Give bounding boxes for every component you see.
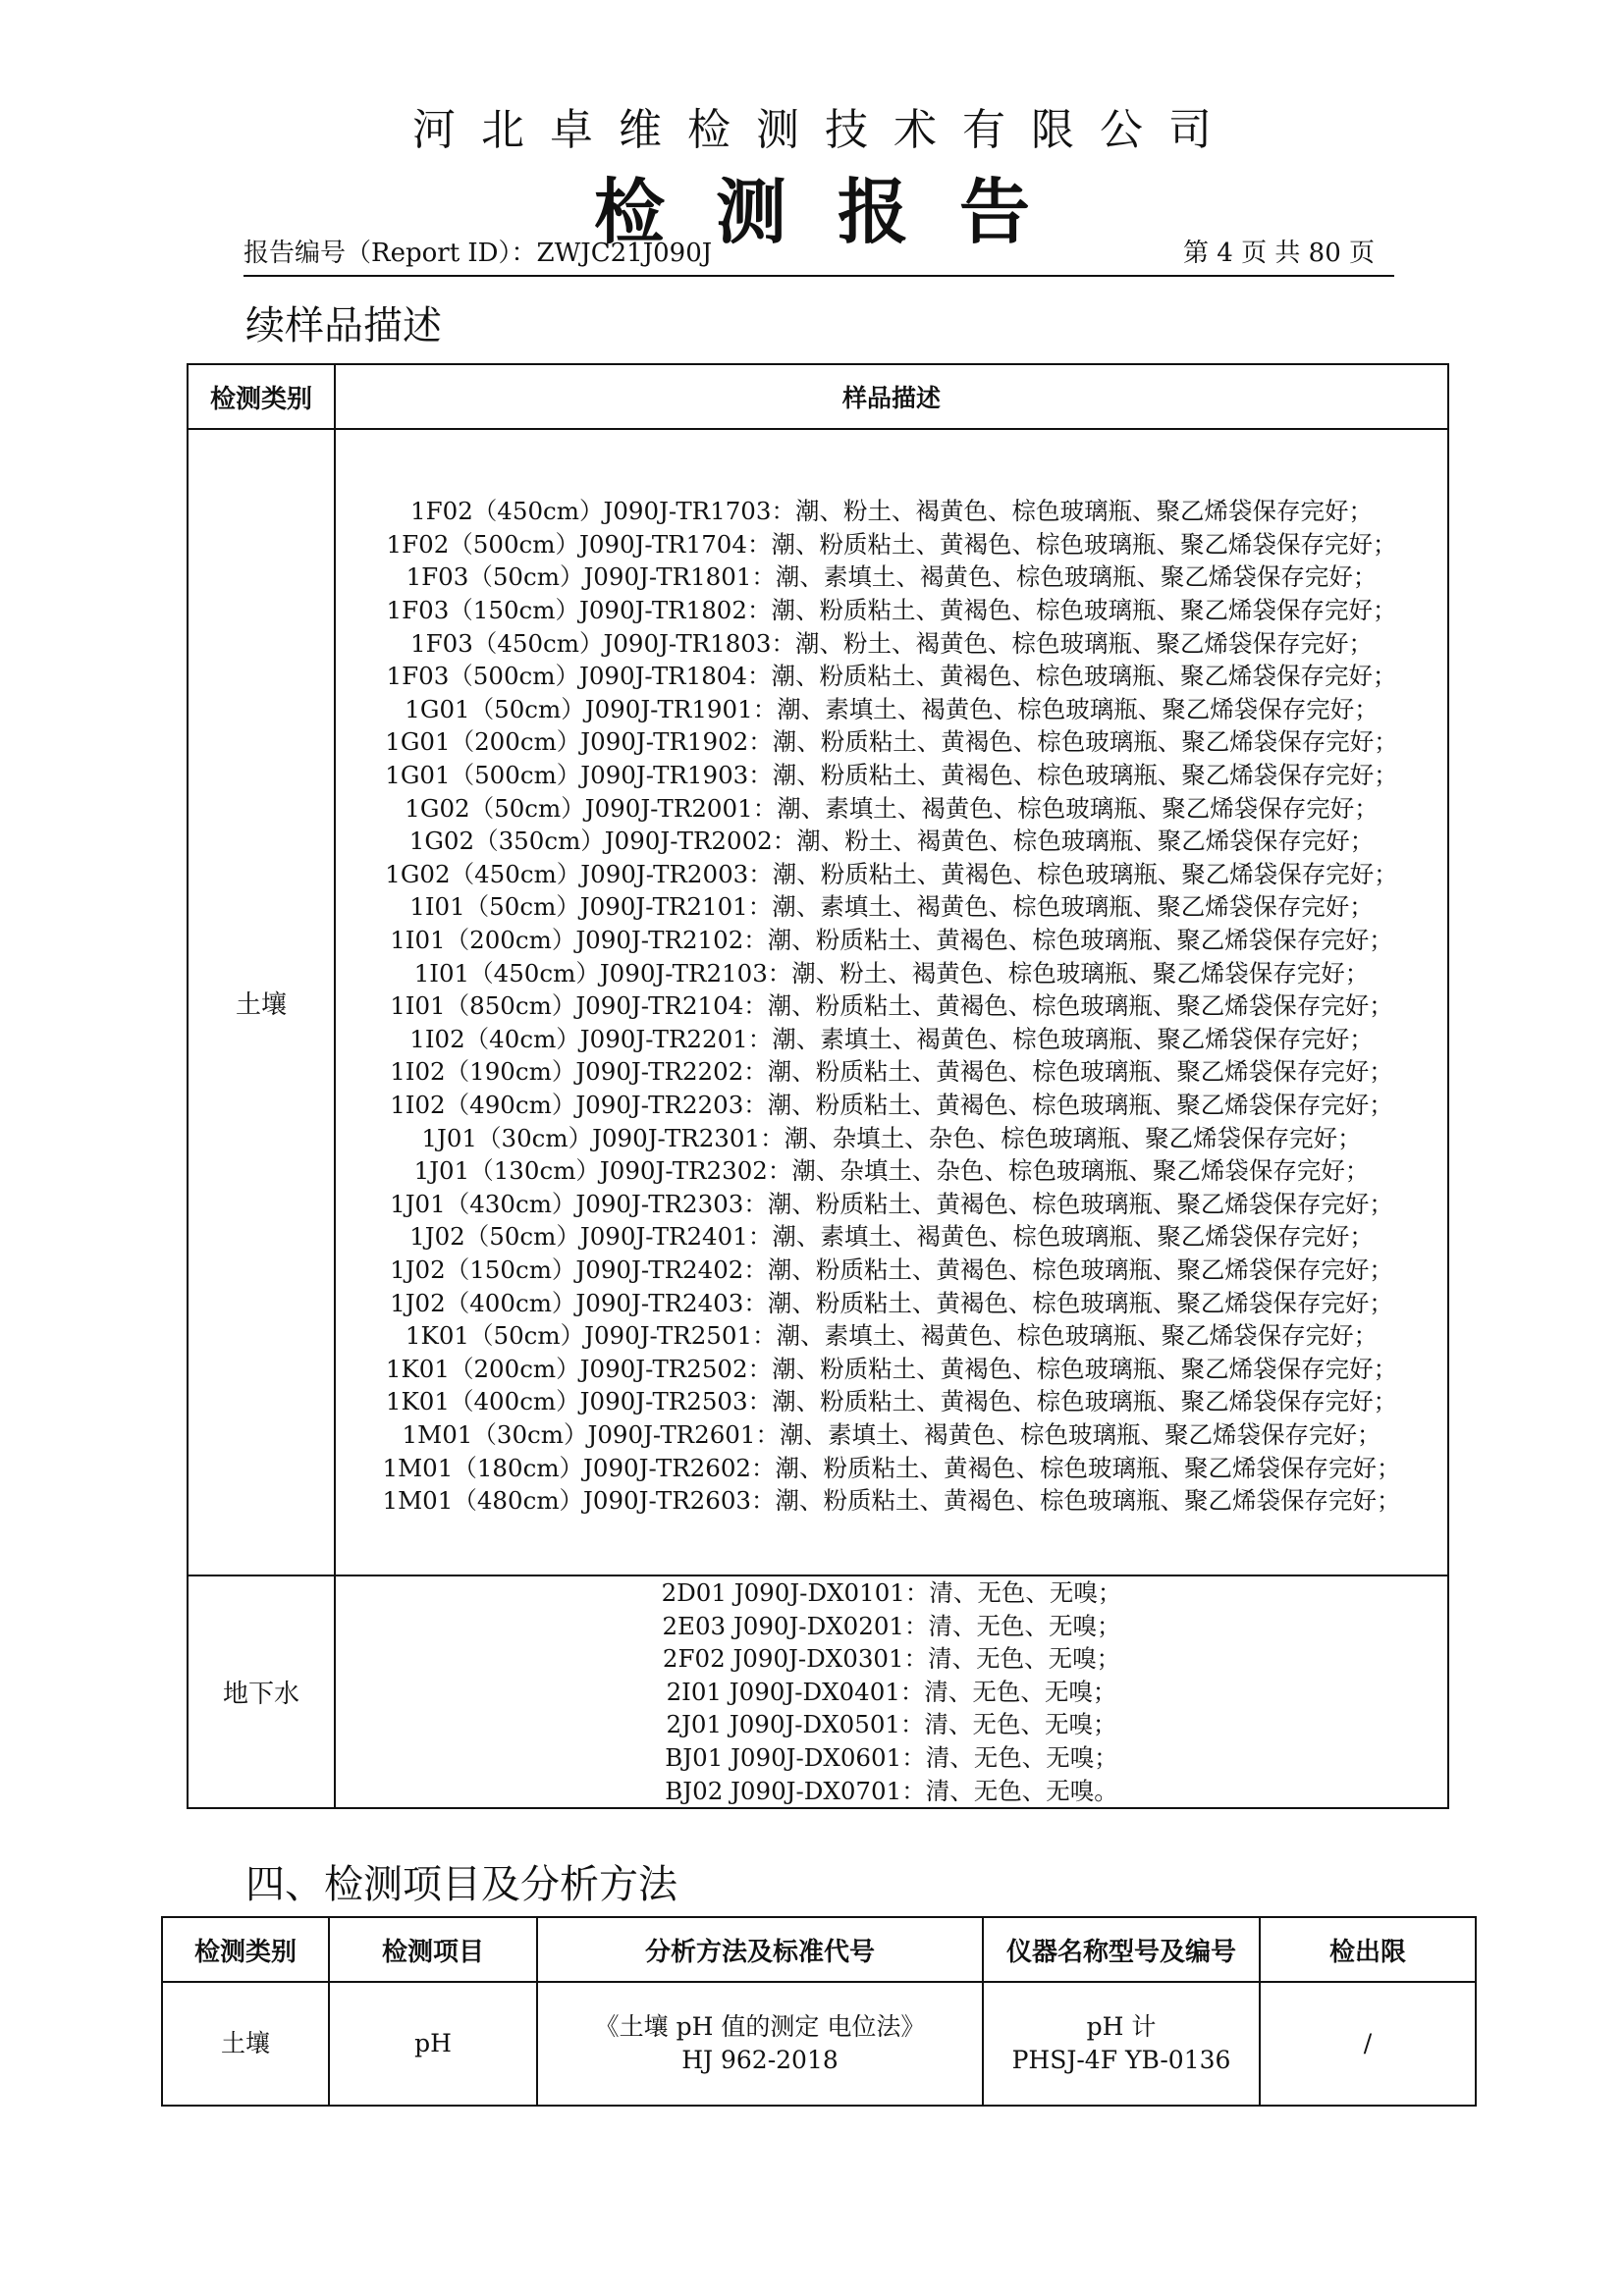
instrument-id: PHSJ-4F YB-0136 bbox=[1011, 2046, 1231, 2074]
list-item: 1G01（200cm）J090J-TR1902：潮、粉质粘土、黄褐色、棕色玻璃瓶、聚乙烯袋保存完好； bbox=[385, 727, 1398, 757]
list-item: 2I01 J090J-DX0401：清、无色、无嗅； bbox=[666, 1677, 1117, 1706]
column-header-limit: 检出限 bbox=[1260, 1917, 1476, 1982]
list-item: 1G02（350cm）J090J-TR2002：潮、粉土、褐黄色、棕色玻璃瓶、聚乙烯袋保存完好； bbox=[408, 827, 1375, 856]
list-item: 1M01（480cm）J090J-TR2603：潮、粉质粘土、黄褐色、棕色玻璃瓶、聚乙烯袋保存完好； bbox=[382, 1486, 1401, 1516]
method-name-cell bbox=[537, 1982, 983, 2106]
list-item: 1J02（400cm）J090J-TR2403：潮、粉质粘土、黄褐色、棕色玻璃瓶、聚乙烯袋保存完好； bbox=[390, 1288, 1393, 1317]
groundwater-sample-cell bbox=[335, 1575, 1448, 1808]
method-item: pH bbox=[329, 1982, 537, 2106]
section-title-sample-description: 续样品描述 bbox=[245, 303, 442, 348]
list-item: 1I01（850cm）J090J-TR2104：潮、粉质粘土、黄褐色、棕色玻璃瓶、聚乙烯袋保存完好； bbox=[390, 991, 1393, 1021]
list-item: 1I02（40cm）J090J-TR2201：潮、素填土、褐黄色、棕色玻璃瓶、聚乙烯袋保存完好； bbox=[409, 1024, 1374, 1053]
list-item: 1I01（200cm）J090J-TR2102：潮、粉质粘土、黄褐色、棕色玻璃瓶、聚乙烯袋保存完好； bbox=[390, 926, 1393, 955]
section-title-methods: 四、检测项目及分析方法 bbox=[245, 1862, 677, 1907]
groundwater-sample-list bbox=[336, 1576, 1447, 1807]
methods-table bbox=[161, 1916, 1477, 2107]
list-item: 1M01（30cm）J090J-TR2601：潮、素填土、褐黄色、棕色玻璃瓶、聚乙烯袋保存完好； bbox=[402, 1419, 1381, 1449]
column-header-instrument: 仪器名称型号及编号 bbox=[983, 1917, 1260, 1982]
instrument-name: pH 计 bbox=[1086, 2012, 1157, 2041]
list-item: BJ02 J090J-DX0701：清、无色、无嗅。 bbox=[665, 1776, 1118, 1805]
column-header-method: 分析方法及标准代号 bbox=[537, 1917, 983, 1982]
report-title: 检测报告 bbox=[593, 170, 1081, 253]
list-item: 2D01 J090J-DX0101：清、无色、无嗅； bbox=[661, 1578, 1122, 1607]
list-item: 1J01（430cm）J090J-TR2303：潮、粉质粘土、黄褐色、棕色玻璃瓶、聚乙烯袋保存完好； bbox=[390, 1189, 1393, 1218]
list-item: 2J01 J090J-DX0501：清、无色、无嗅； bbox=[666, 1710, 1117, 1739]
list-item: 1G02（50cm）J090J-TR2001：潮、素填土、褐黄色、棕色玻璃瓶、聚乙烯袋保存完好； bbox=[405, 793, 1379, 823]
list-item: 1F03（50cm）J090J-TR1801：潮、素填土、褐黄色、棕色玻璃瓶、聚乙烯袋保存完好； bbox=[406, 562, 1378, 592]
method-name: 《土壤 pH 值的测定 电位法》 bbox=[594, 2012, 926, 2041]
table-header-row bbox=[188, 364, 1448, 429]
list-item: 1J02（50cm）J090J-TR2401：潮、素填土、褐黄色、棕色玻璃瓶、聚乙烯袋保存完好； bbox=[409, 1222, 1374, 1252]
list-item: 1G01（50cm）J090J-TR1901：潮、素填土、褐黄色、棕色玻璃瓶、聚乙烯袋保存完好； bbox=[405, 694, 1379, 723]
instrument-cell bbox=[983, 1982, 1260, 2106]
category-soil: 土壤 bbox=[188, 429, 335, 1575]
table-row bbox=[162, 1982, 1476, 2106]
detection-limit: / bbox=[1260, 1982, 1476, 2106]
column-header-description: 样品描述 bbox=[335, 364, 1448, 429]
list-item: 1G01（500cm）J090J-TR1903：潮、粉质粘土、黄褐色、棕色玻璃瓶、聚乙烯袋保存完好； bbox=[385, 761, 1398, 790]
list-item: 1F03（500cm）J090J-TR1804：潮、粉质粘土、黄褐色、棕色玻璃瓶、聚乙烯袋保存完好； bbox=[386, 662, 1397, 691]
table-header-row bbox=[162, 1917, 1476, 1982]
soil-sample-list bbox=[336, 487, 1447, 1517]
page-info: 第 4 页 共 80 页 bbox=[1183, 239, 1375, 268]
list-item: 1F02（500cm）J090J-TR1704：潮、粉质粘土、黄褐色、棕色玻璃瓶、聚乙烯袋保存完好； bbox=[386, 529, 1397, 559]
list-item: 2E03 J090J-DX0201：清、无色、无嗅； bbox=[662, 1611, 1121, 1640]
table-row-groundwater bbox=[188, 1575, 1448, 1808]
column-header-category: 检测类别 bbox=[188, 364, 335, 429]
company-name: 河北卓维检测技术有限公司 bbox=[412, 105, 1237, 155]
category-groundwater: 地下水 bbox=[188, 1575, 335, 1808]
list-item: 1K01（200cm）J090J-TR2502：潮、粉质粘土、黄褐色、棕色玻璃瓶、聚乙烯袋保存完好； bbox=[385, 1354, 1398, 1383]
list-item: 1M01（180cm）J090J-TR2602：潮、粉质粘土、黄褐色、棕色玻璃瓶、聚乙烯袋保存完好； bbox=[382, 1453, 1401, 1482]
table-row-soil bbox=[188, 429, 1448, 1575]
column-header-category: 检测类别 bbox=[162, 1917, 329, 1982]
list-item: 1F02（450cm）J090J-TR1703：潮、粉土、褐黄色、棕色玻璃瓶、聚乙烯袋保存完好； bbox=[410, 497, 1373, 526]
list-item: 1I01（50cm）J090J-TR2101：潮、素填土、褐黄色、棕色玻璃瓶、聚乙烯袋保存完好； bbox=[409, 892, 1374, 922]
list-item: 1I02（190cm）J090J-TR2202：潮、粉质粘土、黄褐色、棕色玻璃瓶、聚乙烯袋保存完好； bbox=[390, 1057, 1393, 1087]
list-item: 1K01（50cm）J090J-TR2501：潮、素填土、褐黄色、棕色玻璃瓶、聚乙烯袋保存完好； bbox=[405, 1321, 1379, 1351]
list-item: 2F02 J090J-DX0301：清、无色、无嗅； bbox=[662, 1644, 1121, 1674]
list-item: 1K01（400cm）J090J-TR2503：潮、粉质粘土、黄褐色、棕色玻璃瓶、聚乙烯袋保存完好； bbox=[385, 1387, 1398, 1416]
method-category: 土壤 bbox=[162, 1982, 329, 2106]
report-id: 报告编号（Report ID）：ZWJC21J090J bbox=[244, 239, 713, 268]
method-standard: HJ 962-2018 bbox=[681, 2046, 839, 2074]
list-item: 1J01（130cm）J090J-TR2302：潮、杂填土、杂色、棕色玻璃瓶、聚乙烯袋保存完好； bbox=[413, 1156, 1370, 1186]
list-item: BJ01 J090J-DX0601：清、无色、无嗅； bbox=[665, 1742, 1118, 1772]
report-header-line bbox=[244, 236, 1394, 277]
column-header-item: 检测项目 bbox=[329, 1917, 537, 1982]
list-item: 1I01（450cm）J090J-TR2103：潮、粉土、褐黄色、棕色玻璃瓶、聚乙烯袋保存完好； bbox=[413, 958, 1370, 988]
list-item: 1J01（30cm）J090J-TR2301：潮、杂填土、杂色、棕色玻璃瓶、聚乙烯袋保存完好； bbox=[421, 1123, 1362, 1152]
list-item: 1J02（150cm）J090J-TR2402：潮、粉质粘土、黄褐色、棕色玻璃瓶、聚乙烯袋保存完好； bbox=[390, 1255, 1393, 1284]
list-item: 1I02（490cm）J090J-TR2203：潮、粉质粘土、黄褐色、棕色玻璃瓶、聚乙烯袋保存完好； bbox=[390, 1090, 1393, 1119]
list-item: 1F03（450cm）J090J-TR1803：潮、粉土、褐黄色、棕色玻璃瓶、聚乙烯袋保存完好； bbox=[410, 628, 1373, 658]
sample-description-table bbox=[187, 363, 1449, 1809]
list-item: 1F03（150cm）J090J-TR1802：潮、粉质粘土、黄褐色、棕色玻璃瓶、聚乙烯袋保存完好； bbox=[386, 596, 1397, 625]
list-item: 1G02（450cm）J090J-TR2003：潮、粉质粘土、黄褐色、棕色玻璃瓶、聚乙烯袋保存完好； bbox=[385, 859, 1398, 888]
soil-sample-cell bbox=[335, 429, 1448, 1575]
